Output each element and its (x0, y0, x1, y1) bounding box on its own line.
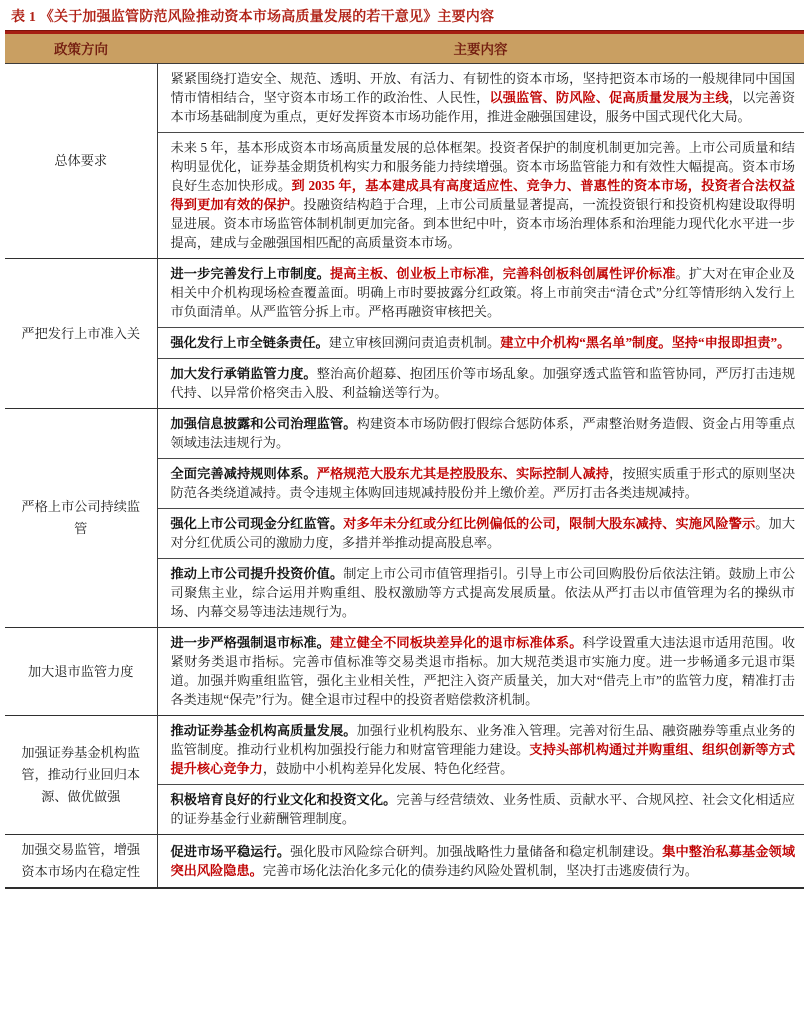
lead-text: 全面完善减持规则体系。 (170, 466, 317, 481)
highlighted-text: 严格规范大股东尤其是控股股东、实际控制人减持 (316, 466, 610, 481)
highlighted-text: 建立健全不同板块差异化的退市标准体系。 (329, 635, 583, 650)
body-text: ，以完善资本市场基础制度为重点，更好发挥资本市场功能作用，推进金融强国建设，服务中国式现代化大局。 (170, 90, 796, 124)
table-row (5, 64, 804, 133)
table-row (5, 259, 804, 328)
lead-text: 促进市场平稳运行。 (170, 843, 291, 859)
body-text: 构建资本市场防假打假综合惩防体系，严肃整治财务造假、资金占用等重点领域违法违规行为。 (170, 416, 796, 450)
table-body (5, 64, 804, 889)
body-text: 紧紧围绕打造安全、规范、透明、开放、有活力、有韧性的资本市场，坚持把资本市场的一般规律同中国国情市情相结合，坚守资本市场工作的政治性、人民性， (170, 71, 795, 105)
policy-content-cell (157, 628, 804, 716)
table-row (5, 716, 804, 785)
highlighted-text: 到 2035 年，基本建成具有高度适应性、竞争力、普惠性的资本市场，投资者合法权益得到更加有效的保护 (170, 178, 796, 212)
highlighted-text: 以强监管、防风险、促高质量发展为主线 (489, 90, 729, 105)
body-text: 制定上市公司市值管理指引。引导上市公司回购股份后依法注销。鼓励上市公司聚焦主业，综合运用并购重组、股权激励等方式提高发展质量。依法从严打击以市值管理为名的操纵市场、内幕交易等违法违规行为。 (170, 566, 796, 619)
body-text: 。投融资结构趋于合理，上市公司质量显著提高，一流投资银行和投资机构建设取得明显进展。资本市场监管体制机制更加完备。到本世纪中叶，资本市场治理体系和治理能力现代化水平进一步提高，建成与金融强国相匹配的高质量资本市场。 (170, 197, 796, 250)
table-header-row (5, 34, 804, 64)
policy-content-cell (157, 785, 804, 835)
policy-content-cell (157, 328, 804, 359)
policy-content-cell (157, 509, 804, 559)
body-text: 完善市场化法治化多元化的债券违约风险处置机制，坚决打击逃废债行为。 (262, 862, 698, 878)
table-title: 表 1 《关于加强监管防范风险推动资本市场高质量发展的若干意见》主要内容 (11, 10, 495, 25)
body-text: 完善与经营绩效、业务性质、贡献水平、合规风控、社会文化相适应的证券基金行业薪酬管理制度。 (170, 792, 795, 826)
policy-content-cell (157, 559, 804, 628)
policy-direction-cell: 加大退市监管力度 (5, 628, 157, 716)
policy-content-cell (157, 459, 804, 509)
policy-direction-cell: 加强证券基金机构监管，推动行业回归本源、做优做强 (5, 716, 157, 835)
body-text: 建立审核回溯问责追责机制。 (328, 335, 501, 350)
policy-content-cell (157, 133, 804, 259)
lead-text: 积极培育良好的行业文化和投资文化。 (170, 792, 397, 807)
lead-text: 推动上市公司提升投资价值。 (170, 566, 344, 581)
policy-direction-cell: 严把发行上市准入关 (5, 259, 157, 409)
table-row (5, 835, 804, 889)
lead-text: 进一步完善发行上市制度。 (170, 266, 330, 281)
body-text: 未来 5 年，基本形成资本市场高质量发展的总体框架。投资者保护的制度机制更加完善。上市公司质量和结构明显优化，证券基金期货机构实力和服务能力持续增强。资本市场监管能力和有效性大幅提高。资本市场良好生态加快形成。 (170, 140, 795, 193)
column-header-main-content: 主要内容 (157, 34, 804, 64)
highlighted-text: 集中整治私募基金领域突出风险隐患。 (170, 843, 796, 878)
highlighted-text: 建立中介机构“黑名单”制度。坚持“申报即担责”。 (500, 335, 791, 350)
policy-direction-cell: 严格上市公司持续监管 (5, 409, 157, 628)
body-text: ，按照实质重于形式的原则坚决防范各类绕道减持。责令违规主体购回违规减持股份并上缴价差。严厉打击各类违规减持。 (170, 466, 796, 500)
table-row (5, 409, 804, 459)
policy-content-cell (157, 259, 804, 328)
column-header-policy-direction: 政策方向 (5, 34, 157, 64)
policy-content-cell (157, 835, 804, 889)
policy-content-cell (157, 64, 804, 133)
lead-text: 强化上市公司现金分红监管。 (170, 516, 344, 531)
lead-text: 进一步严格强制退市标准。 (170, 635, 330, 650)
body-text: 强化股市风险综合研判。加强战略性力量储备和稳定机制建设。 (290, 843, 663, 859)
policy-content-cell (157, 409, 804, 459)
lead-text: 加强信息披露和公司治理监管。 (170, 416, 357, 431)
policy-table (5, 34, 804, 889)
lead-text: 加大发行承销监管力度。 (170, 366, 317, 381)
highlighted-text: 提高主板、创业板上市标准，完善科创板科创属性评价标准 (329, 266, 676, 281)
policy-content-cell (157, 716, 804, 785)
policy-content-cell (157, 359, 804, 409)
policy-direction-cell: 加强交易监管，增强资本市场内在稳定性 (5, 835, 157, 889)
lead-text: 强化发行上市全链条责任。 (170, 335, 329, 350)
table-row (5, 628, 804, 716)
body-text: ，鼓励中小机构差异化发展、特色化经营。 (262, 761, 514, 776)
body-text: 。扩大对在审企业及相关中介机构现场检查覆盖面。明确上市时要披露分红政策。将上市前突击“清仓式”分红等情形纳入发行上市负面清单。从严监管分拆上市。严格再融资审核把关。 (170, 266, 796, 319)
body-text: 科学设置重大违法退市适用范围。收紧财务类退市指标。完善市值标准等交易类退市指标。加大规范类退市实施力度。进一步畅通多元退市渠道。加强并购重组监管，强化主业相关性，严把注入资产质量关，加大对“借壳上市”的监管力度，精准打击各类违规“保壳”行为。健全退市过程中的投资者赔偿救济机制。 (170, 635, 796, 707)
highlighted-text: 支持头部机构通过并购重组、组织创新等方式提升核心竞争力 (170, 742, 795, 776)
body-text: 加强行业机构股东、业务准入管理。完善对衍生品、融资融券等重点业务的监管制度。推动行业机构加强投行能力和财富管理能力建设。 (170, 723, 796, 757)
body-text: 整治高价超募、抱团压价等市场乱象。加强穿透式监管和监管协同，严厉打击违规代持、以异常价格突击入股、利益输送等行为。 (170, 366, 796, 400)
lead-text: 推动证券基金机构高质量发展。 (170, 723, 357, 738)
highlighted-text: 对多年未分红或分红比例偏低的公司，限制大股东减持、实施风险警示 (343, 516, 756, 531)
body-text: 。加大对分红优质公司的激励力度，多措并举推动提高股息率。 (170, 516, 796, 550)
policy-direction-cell: 总体要求 (5, 64, 157, 259)
